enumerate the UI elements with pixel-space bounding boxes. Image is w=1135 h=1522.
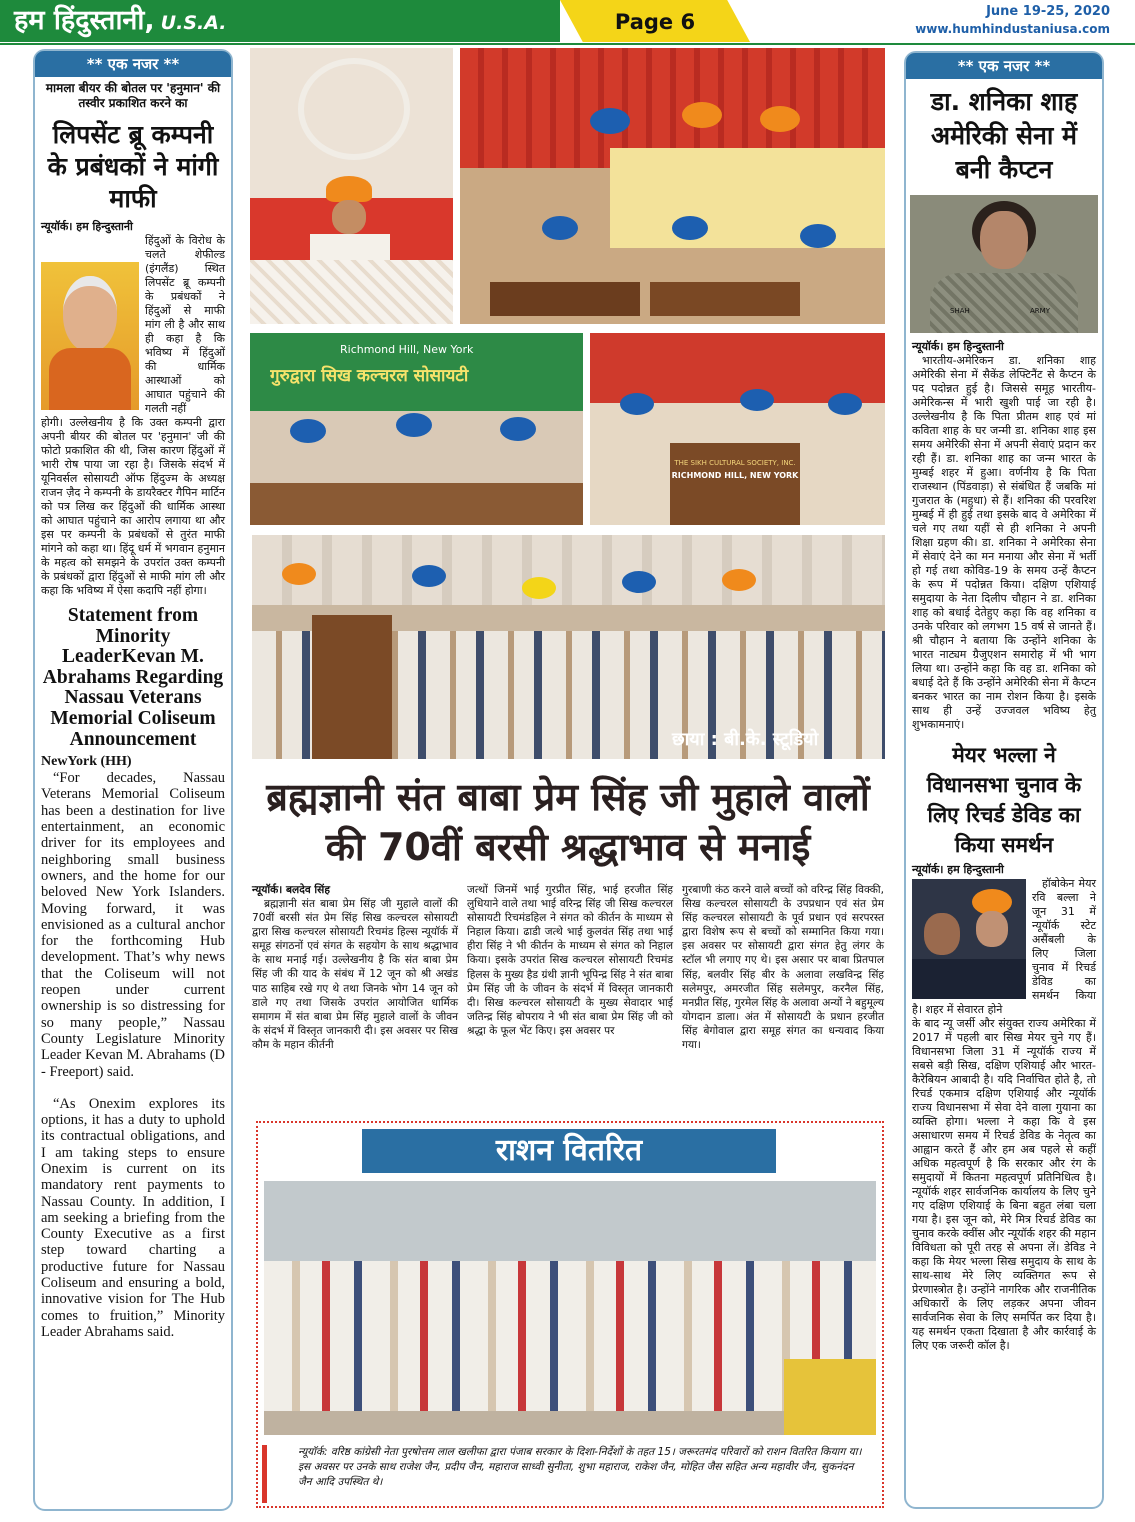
podium-text: THE SIKH CULTURAL SOCIETY, INC.: [674, 459, 796, 467]
right-headline: डा. शनिका शाह अमेरिकी सेना में बनी कैप्टन: [930, 87, 1078, 184]
blue-turban: [740, 389, 774, 411]
right-sidebar: [904, 51, 1104, 1509]
photo-tabla-players: [250, 333, 583, 525]
right-para2-rest: के बाद न्यू जर्सी और संयुक्त राज्य अमेरिका में 2017 में पहली बार सिख मेयर चुने गए हैं। विधानसभा जिला 31 में न्यूयॉर्क राज्य में सबसे बड़ी सिख, दक्षिण एशियाई और भारत-कैरेबियन आबादी है। यदि निर्वाचित होते है, तो रिचर्ड एकमात्र दक्षिण एशियाई और न्यूयॉर्क राज्य विधानसभा में सेवा देने वाला गुयाना का व्यक्ति होगा। भल्ला ने कहा कि वे इस असाधारण समय में रिचर्ड डेविड के नेतृत्व का आह्वान करते हैं और हम अब पहले से कहीं अधिक महत्वपूर्ण है कि सरकार और रंग के समुदायों में कितना महत्वपूर्ण प्रतिनिधित्व है। न्यूयॉर्क शहर सार्वजनिक कार्यालय के लिए चुने गए दक्षिण एशियाई के बिना बहुत लंबा चला गया है। इस जून को, मेरे मित्र रिचर्ड डेविड का चुनाव करके क्वींस और न्यूयॉर्क शहर की महान विविधता को पूरी तरह से अपना लें। डेविड ने कहा कि मेयर भल्ला सिख समुदाय के साथ के साथ-साथ मेरे लिए व्यक्तिगत रूप से प्रेरणास्त्रोत है। उन्होंने नागरिक और राजनीतिक अधिकारों के लिए लड़कर अपना जीवन सार्वजनिक सेवा के लिए समर्पित कर दिया है। यह समर्थन एकता दिखाता है और कार्रवाई के लिए एक जरूरी कॉल है।: [912, 1017, 1096, 1352]
face: [332, 200, 366, 234]
uniform: [930, 273, 1078, 333]
right-headline2: मेयर भल्ला ने विधानसभा चुनाव के लिए रिचर्ड डेविड का किया समर्थन: [926, 743, 1082, 857]
orange-turban: [722, 569, 756, 591]
blue-turban: [590, 108, 630, 134]
ration-title: राशन वितरित: [362, 1129, 776, 1173]
issue-date: June 19-25, 2020: [986, 4, 1110, 19]
ration-caption: न्यूयॉर्क: वरिष्ठ कांग्रेसी नेता पुरषोत्तम लाल खलीफा द्वारा पंजाब सरकार के दिशा-निर्देशों के तहत 15। जरूरतमंद परिवारों को राशन वितरित कियाग या। इस अवसर पर उनके साथ राजेश जैन, प्रदीप जैन, महाराज साध्वी सुनीता, शुभा महाराज, राकेश जैन, मोहित जैस सहित अन्य महावीर जैन, सुकनंदन जैन आदि उपस्थित थे।: [298, 1446, 862, 1488]
khanda-symbol: [298, 58, 410, 160]
shanika-shah-photo: [910, 195, 1098, 333]
photo-credit: छाया : बी.के. स्टूडियो: [672, 729, 819, 750]
face: [63, 276, 117, 352]
bhalla-david-photo: [912, 879, 1026, 999]
english-para2: “As Onexim explores its options, it has a duty to uphold its contractual obligations, and I am taking steps to ensure Onexim is current on its mandatory rent payments to Nassau County. In addition, I am seeking a briefing from the County Executive as a first step toward charting a productive future for Nassau Coliseum and ensuring a bold, innovative vision for The Hub comes to fruition,” Minority Leader Abrahams said.: [41, 1095, 225, 1340]
blue-turban: [620, 393, 654, 415]
shirt: [49, 348, 131, 410]
blue-turban: [672, 216, 708, 240]
tabla-drums: [250, 483, 583, 525]
banner-line1: गुरुद्वारा सिख कल्चरल सोसायटी: [270, 366, 469, 386]
left-para1-top: हिंदुओं के विरोध के चलते शेफील्ड (इंगलैंड) स्थित लिपसेंट ब्रू कम्पनी के प्रबंधकों ने हिंदुओं से माफी मांग ली है और साथ ही कहा है कि भविष्य में हिंदुओं की धार्मिक आस्थाओं को आघात पहुंचाने की गलती नहीं: [145, 234, 225, 415]
photo-ration-distribution: [264, 1181, 876, 1435]
english-headline: Statement from Minority LeaderKevan M. Abrahams Regarding Nassau Veterans Memorial Coliseum Announcement: [42, 605, 224, 750]
main-byline: न्यूयॉर्क। बलदेव सिंह: [252, 884, 330, 896]
podium: [312, 615, 392, 759]
ration-box: [256, 1121, 884, 1508]
right-byline: न्यूयॉर्क। हम हिन्दुस्तानी: [912, 340, 1004, 353]
orange-turban: [522, 577, 556, 599]
caption-marker: [262, 1445, 267, 1503]
photo-group-honor: [252, 535, 885, 759]
left-sidebar-label: ** एक नजर **: [35, 51, 231, 77]
lectern-cloth: [250, 260, 453, 324]
page-number: Page 6: [614, 10, 696, 34]
orange-turban: [282, 563, 316, 585]
main-col2: जत्थों जिनमें भाई गुरप्रीत सिंह, भाई हरजीत सिंह लुधियाने वाले तथा भाई वरिन्द्र सिंह जी सिख कल्चरल सोसायटी रिचमंडहिल ने संगत को कीर्तन के माध्यम से निहाल किया। ढाडी जत्थे भाई कुलवंत सिंह तथा भाई हीरा सिंह ने भी कीर्तन के माध्यम से संगत को निहाल किया। इसके उपरांत सिख कल्चरल सोसायटी रिचमंड हिलस के मुख्य हैड ग्रंथी ज्ञानी भूपिन्द्र सिंह ने संत बाबा प्रेम सिंह जी के जीवन के संदर्भ में विस्तृत जानकारी दी। सिख कल्चरल सोसायटी के मुख्य सेवादार भाई जतिन्द्र सिंह बोपराय ने भी संत बाबा प्रेम सिंह जी को श्रद्धा के फूल भेंट किए। इस अवसर पर: [467, 884, 673, 1037]
face: [976, 911, 1008, 947]
orange-turban: [760, 106, 800, 132]
photo-kirtan-group: [460, 48, 885, 324]
main-col1: ब्रह्मज्ञानी संत बाबा प्रेम सिंह जी मुहाले वालों की 70वीं बरसी संत प्रेम सिंह सिख कल्चरल सोसायटी द्वारा सिख कल्चरल सोसायटी रिचमंड हिल्स न्यूयॉर्क में समूह संगठनों एवं संगत के सहयोग के साथ श्रद्धाभाव के साथ मनाई गई। उल्लेखनीय है कि संत बाबा प्रेम सिंह जी की याद के संबंध में 12 जून को श्री अखंड पाठ साहिब रखे गए थे तथा जिनके भोग 14 जून को डाले गए तथा जिसके उपरांत आयोजित धार्मिक समागम में संत बाबा प्रेम सिंह मुहाले वालों के जीवन के संदर्भ में विस्तृत जानकारी दी। इस अवसर पर सिख कौम के महान कीर्तनी: [252, 898, 458, 1051]
podium-text2: RICHMOND HILL, NEW YORK: [671, 471, 799, 480]
left-byline: न्यूयॉर्क। हम हिन्दुस्तानी: [41, 220, 133, 233]
english-para1: “For decades, Nassau Veterans Memorial Coliseum has been a destination for live entertainment, an economic driver for its employees and neighboring small business owners, and the home for our beloved New York Islanders. Moving forward, it was envisioned as a cultural anchor for the forthcoming Hub development. That’s why news that the Coliseum will not reopen under current ownership is so distressing for so many people,” Nassau County Legislature Minority Leader Kevan M. Abrahams (D - Freeport) said.: [41, 770, 225, 1080]
article-columns: [252, 883, 884, 1111]
right-para1: भारतीय-अमेरिकन डा. शनिका शाह अमेरिकी सेना में सैकेंड लेफ्टिनैंट से कैप्टन के पद पदोन्नत हुई है। जिससे समूह भारतीय-अमेरिकन्स में भारी खुशी पाई जा रही है। उल्लेखनीय है कि पिता प्रीतम शाह एवं मां कविता शाह के घर जन्मी डा. शनिका शाह इस समय अमेरिकी सेना में अपनी सेवाएं प्रदान कर रही हैं। डा. शनिका शाह का जन्म भारत के मुम्बई शहर में हुआ। वर्णनीय है कि पिता राजस्थान (पिंडवाड़ा) से संबंधित हैं जबकि मां गुजरात के (महुधा) से हैं। शनिका की परवरिश मुम्बई में ही हुई तथा इसके बाद वे अमेरिका में चले गए तथा यहीं से ही शनिका ने अपनी शिक्षा ग्रहण की। डा. शनिका ने अमेरिका सेना में सेवाएं देने का मन मनाया और सेना में भर्ती हो गई तथा कोविड-19 के समय उन्हें कैप्टन के रूप में पदोन्नत किया। दक्षिण एशियाई समुदाया के नेता दिलीप चौहान ने डा. शनिका शाह को बधाई देतेहुए कहा कि वह शनिका व उनके परिवार को लगभग 15 वर्ष से जानते हैं। श्री चौहान ने बताया कि उन्होंने शनिका के भारत नाट्यम ग्रैजुएशन समारोह में भी भाग लिया था। उन्होंने कहा कि वह डा. शनिका को बधाई देते हैं कि उन्होंने अमेरिकी सेना में कैप्टन बनकर भारत का नाम रोशन किया है। इसके साथ ही उन्हें उज्जवल भविष्य हेतु शुभकामनाएं।: [912, 354, 1096, 731]
blue-turban: [622, 571, 656, 593]
blue-turban: [828, 393, 862, 415]
left-kicker: मामला बीयर की बोतल पर 'हनुमान' की तस्वीर प्रकाशित करने का: [45, 81, 221, 110]
main-col3: गुरबाणी कंठ करने वाले बच्चों को वरिन्द्र सिंह विक्की, सिख कल्चरल सोसायटी के उपप्रधान एवं संत प्रेम सिंह कल्चरल सोसायटी के पूर्व प्रधान एवं सरपरस्त द्वारा विशेष रूप से बच्चों को सम्मानित किया गया। इस अवसर पर सोसायटी द्वारा संगत हेतु लंगर के स्टॉल भी लगाए गए थे। इस असार पर बाबा प्रितपाल सिंह, बलवीर सिंह बीर के अलावा लखविन्द्र सिंह सलेमपुर, अमरजीत सिंह सलेमपुर, करनैल सिंह, मनप्रीत सिंह, गुरमेल सिंह के अलावा अन्यों ने बहुमूल्य योगदान डाला। अंत में सोसायटी के प्रधान हरजीत सिंह बेगोवाल द्वारा समूह संगत का धन्यवाद किया गया।: [682, 884, 884, 1052]
banner-line2: Richmond Hill, New York: [340, 343, 474, 356]
orange-turban: [326, 176, 372, 202]
left-sidebar: [33, 49, 233, 1511]
photo-stage-singers: [250, 48, 453, 324]
english-byline: NewYork (HH): [41, 754, 132, 770]
backdrop-banner: [610, 148, 885, 248]
left-para1-rest: होगी। उल्लेखनीय है कि उक्त कम्पनी द्वारा अपनी बीयर की बोतल पर 'हनुमान' जी की फोटो प्रकाशित की थी, जिस कारण हिंदुओं में भारी रोष पाया जा रहा है। जिसके संदर्भ में यूनिवर्सल सोसायटी ऑफ हिंदुज्म के अध्यक्ष राजन ज़ैद ने कम्पनी के डायरैक्टर गैपिन मार्टिन को पत्र लिख कर हिंदुओं की धार्मिक आस्था को आघात पहुंचाने का आरोप लगाया था और इस पर कम्पनी के प्रबंधकों से तुरंत माफी मांगने को कहा था। हिंदू धर्म में भगवान हनुमान के महत्व को समझने के उपरांत उक्त कम्पनी के प्रबंधकों द्वारा हिंदुओं से माफी मांग ली और कहा कि भविष्य में ऐसा कदापि नहीं होगा।: [41, 416, 225, 597]
harmonium: [490, 282, 640, 316]
suit: [912, 959, 1026, 999]
blue-turban: [412, 565, 446, 587]
ration-bags: [784, 1359, 876, 1435]
podium: [670, 443, 800, 525]
rajan-zed-photo: [41, 262, 139, 410]
blue-turban: [290, 419, 326, 443]
curtain: [252, 535, 885, 605]
masthead-logo: हम हिंदुस्तानी, U.S.A.: [14, 5, 227, 36]
building: [264, 1181, 876, 1271]
masthead-rule: [0, 43, 1135, 45]
website-link[interactable]: www.humhindustaniusa.com: [915, 22, 1110, 36]
blue-turban: [396, 413, 432, 437]
main-headline: ब्रह्मज्ञानी संत बाबा प्रेम सिंह जी मुहाले वालों की 70वीं बरसी श्रद्धाभाव से मनाई: [266, 775, 870, 869]
blue-turban: [800, 224, 836, 248]
photo-podium: [590, 333, 885, 525]
name-tag: SHAH: [950, 307, 970, 315]
right-byline2: न्यूयॉर्क। हम हिन्दुस्तानी: [912, 863, 1004, 876]
right-sidebar-label: ** एक नजर **: [906, 53, 1102, 79]
face: [980, 211, 1028, 269]
right-para2-top: हॉबोकेन मेयर रवि बल्ला ने जून 31 में न्यूयॉर्क स्टेट असैंबली के लिए जिला चुनाव में रिचर्ड डेविड का समर्थन किया है। शहर में सेवारत होने: [912, 877, 1096, 1016]
army-tag: ARMY: [1030, 307, 1050, 315]
blue-turban: [500, 417, 536, 441]
blue-turban: [542, 216, 578, 240]
orange-turban: [682, 102, 722, 128]
harmonium: [650, 282, 800, 316]
left-headline: लिपसेंट ब्रू कम्पनी के प्रबंधकों ने मांगी माफी: [47, 120, 219, 213]
face: [924, 913, 960, 955]
